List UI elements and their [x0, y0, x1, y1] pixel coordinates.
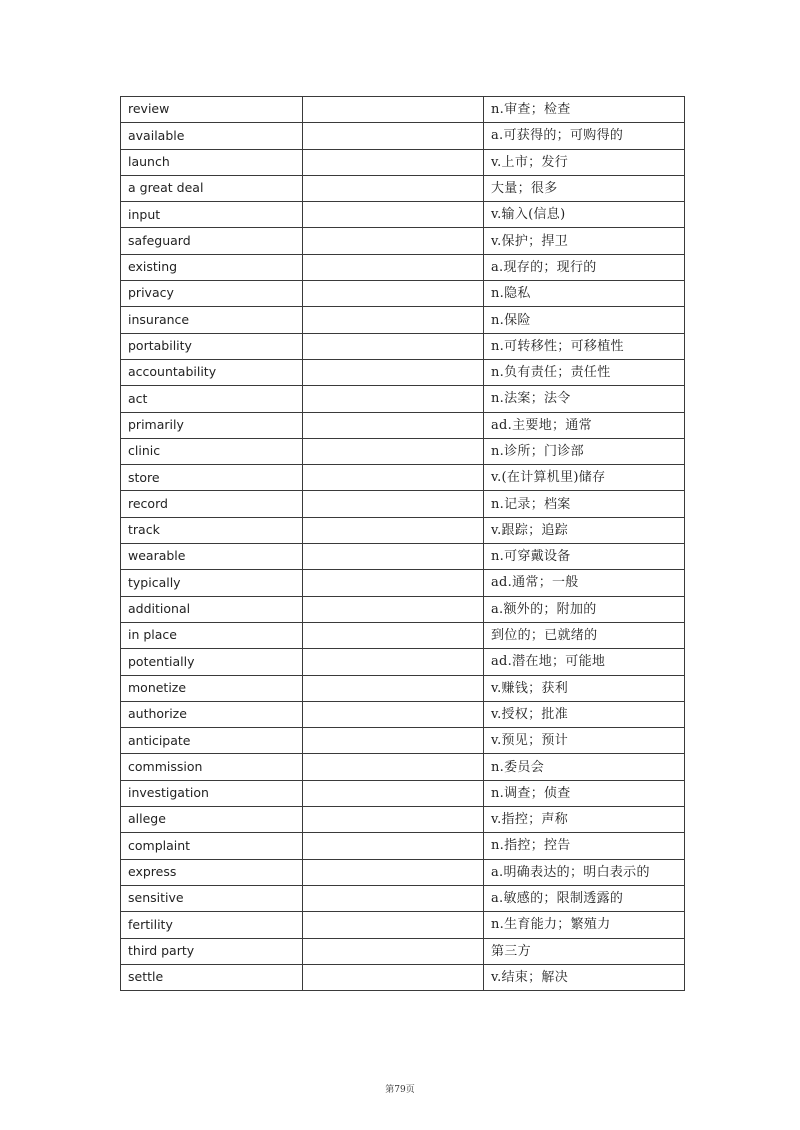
meaning-cell: n.可穿戴设备 — [484, 544, 685, 570]
word-cell: store — [121, 465, 303, 491]
word-cell: sensitive — [121, 885, 303, 911]
meaning-cell: 大量；很多 — [484, 175, 685, 201]
word-cell: complaint — [121, 833, 303, 859]
word-cell: act — [121, 386, 303, 412]
table-row — [121, 307, 685, 333]
word-cell: anticipate — [121, 728, 303, 754]
table-row — [121, 807, 685, 833]
meaning-cell: ad.通常；一般 — [484, 570, 685, 596]
table-row — [121, 438, 685, 464]
word-cell: privacy — [121, 281, 303, 307]
table-row — [121, 912, 685, 938]
word-cell: additional — [121, 596, 303, 622]
blank-cell — [303, 807, 484, 833]
meaning-cell: ad.主要地；通常 — [484, 412, 685, 438]
blank-cell — [303, 491, 484, 517]
table-row — [121, 622, 685, 648]
table-row — [121, 123, 685, 149]
meaning-cell: n.可转移性；可移植性 — [484, 333, 685, 359]
blank-cell — [303, 202, 484, 228]
table-row — [121, 333, 685, 359]
word-cell: allege — [121, 807, 303, 833]
word-cell: launch — [121, 149, 303, 175]
table-row — [121, 491, 685, 517]
table-row — [121, 175, 685, 201]
blank-cell — [303, 359, 484, 385]
blank-cell — [303, 701, 484, 727]
blank-cell — [303, 97, 484, 123]
blank-cell — [303, 596, 484, 622]
meaning-cell: n.法案；法令 — [484, 386, 685, 412]
table-row — [121, 228, 685, 254]
word-cell: in place — [121, 622, 303, 648]
blank-cell — [303, 859, 484, 885]
word-cell: monetize — [121, 675, 303, 701]
table-row — [121, 517, 685, 543]
word-cell: primarily — [121, 412, 303, 438]
word-cell: a great deal — [121, 175, 303, 201]
meaning-cell: a.现存的；现行的 — [484, 254, 685, 280]
page-number: 第79页 — [385, 1085, 415, 1095]
word-cell: authorize — [121, 701, 303, 727]
blank-cell — [303, 964, 484, 990]
table-row — [121, 859, 685, 885]
blank-cell — [303, 438, 484, 464]
meaning-cell: 到位的；已就绪的 — [484, 622, 685, 648]
blank-cell — [303, 149, 484, 175]
word-cell: settle — [121, 964, 303, 990]
meaning-cell: n.调查；侦查 — [484, 780, 685, 806]
meaning-cell: ad.潜在地；可能地 — [484, 649, 685, 675]
meaning-cell: v.预见；预计 — [484, 728, 685, 754]
blank-cell — [303, 570, 484, 596]
blank-cell — [303, 386, 484, 412]
word-cell: track — [121, 517, 303, 543]
table-row — [121, 386, 685, 412]
meaning-cell: v.输入(信息) — [484, 202, 685, 228]
table-row — [121, 412, 685, 438]
blank-cell — [303, 728, 484, 754]
blank-cell — [303, 833, 484, 859]
meaning-cell: n.审查；检查 — [484, 97, 685, 123]
meaning-cell: v.(在计算机里)储存 — [484, 465, 685, 491]
word-cell: review — [121, 97, 303, 123]
word-cell: record — [121, 491, 303, 517]
vocabulary-table — [120, 96, 685, 991]
blank-cell — [303, 281, 484, 307]
meaning-cell: v.指控；声称 — [484, 807, 685, 833]
table-row — [121, 465, 685, 491]
blank-cell — [303, 885, 484, 911]
blank-cell — [303, 307, 484, 333]
word-cell: commission — [121, 754, 303, 780]
word-cell: input — [121, 202, 303, 228]
table-row — [121, 281, 685, 307]
blank-cell — [303, 938, 484, 964]
table-row — [121, 97, 685, 123]
meaning-cell: a.敏感的；限制透露的 — [484, 885, 685, 911]
table-row — [121, 938, 685, 964]
table-row — [121, 596, 685, 622]
blank-cell — [303, 912, 484, 938]
blank-cell — [303, 780, 484, 806]
word-cell: third party — [121, 938, 303, 964]
meaning-cell: v.结束；解决 — [484, 964, 685, 990]
meaning-cell: v.授权；批准 — [484, 701, 685, 727]
meaning-cell: n.诊所；门诊部 — [484, 438, 685, 464]
table-row — [121, 570, 685, 596]
word-cell: fertility — [121, 912, 303, 938]
table-row — [121, 254, 685, 280]
meaning-cell: n.负有责任；责任性 — [484, 359, 685, 385]
meaning-cell: n.委员会 — [484, 754, 685, 780]
blank-cell — [303, 649, 484, 675]
word-cell: portability — [121, 333, 303, 359]
word-cell: express — [121, 859, 303, 885]
table-row — [121, 728, 685, 754]
meaning-cell: n.记录；档案 — [484, 491, 685, 517]
meaning-cell: n.生育能力；繁殖力 — [484, 912, 685, 938]
vocabulary-table-body — [121, 97, 685, 991]
blank-cell — [303, 175, 484, 201]
table-row — [121, 701, 685, 727]
meaning-cell: a.可获得的；可购得的 — [484, 123, 685, 149]
word-cell: potentially — [121, 649, 303, 675]
word-cell: safeguard — [121, 228, 303, 254]
blank-cell — [303, 544, 484, 570]
table-row — [121, 754, 685, 780]
meaning-cell: v.保护；捍卫 — [484, 228, 685, 254]
blank-cell — [303, 228, 484, 254]
meaning-cell: a.额外的；附加的 — [484, 596, 685, 622]
table-row — [121, 833, 685, 859]
table-row — [121, 149, 685, 175]
meaning-cell: n.保险 — [484, 307, 685, 333]
word-cell: typically — [121, 570, 303, 596]
table-row — [121, 544, 685, 570]
meaning-cell: n.指控；控告 — [484, 833, 685, 859]
table-row — [121, 885, 685, 911]
table-row — [121, 202, 685, 228]
table-row — [121, 359, 685, 385]
blank-cell — [303, 412, 484, 438]
blank-cell — [303, 675, 484, 701]
table-row — [121, 964, 685, 990]
blank-cell — [303, 465, 484, 491]
word-cell: investigation — [121, 780, 303, 806]
word-cell: existing — [121, 254, 303, 280]
meaning-cell: a.明确表达的；明白表示的 — [484, 859, 685, 885]
blank-cell — [303, 254, 484, 280]
meaning-cell: 第三方 — [484, 938, 685, 964]
word-cell: wearable — [121, 544, 303, 570]
table-row — [121, 675, 685, 701]
blank-cell — [303, 123, 484, 149]
blank-cell — [303, 754, 484, 780]
word-cell: accountability — [121, 359, 303, 385]
table-row — [121, 649, 685, 675]
blank-cell — [303, 622, 484, 648]
blank-cell — [303, 517, 484, 543]
meaning-cell: v.上市；发行 — [484, 149, 685, 175]
word-cell: insurance — [121, 307, 303, 333]
blank-cell — [303, 333, 484, 359]
word-cell: clinic — [121, 438, 303, 464]
meaning-cell: v.赚钱；获利 — [484, 675, 685, 701]
meaning-cell: v.跟踪；追踪 — [484, 517, 685, 543]
table-row — [121, 780, 685, 806]
word-cell: available — [121, 123, 303, 149]
meaning-cell: n.隐私 — [484, 281, 685, 307]
